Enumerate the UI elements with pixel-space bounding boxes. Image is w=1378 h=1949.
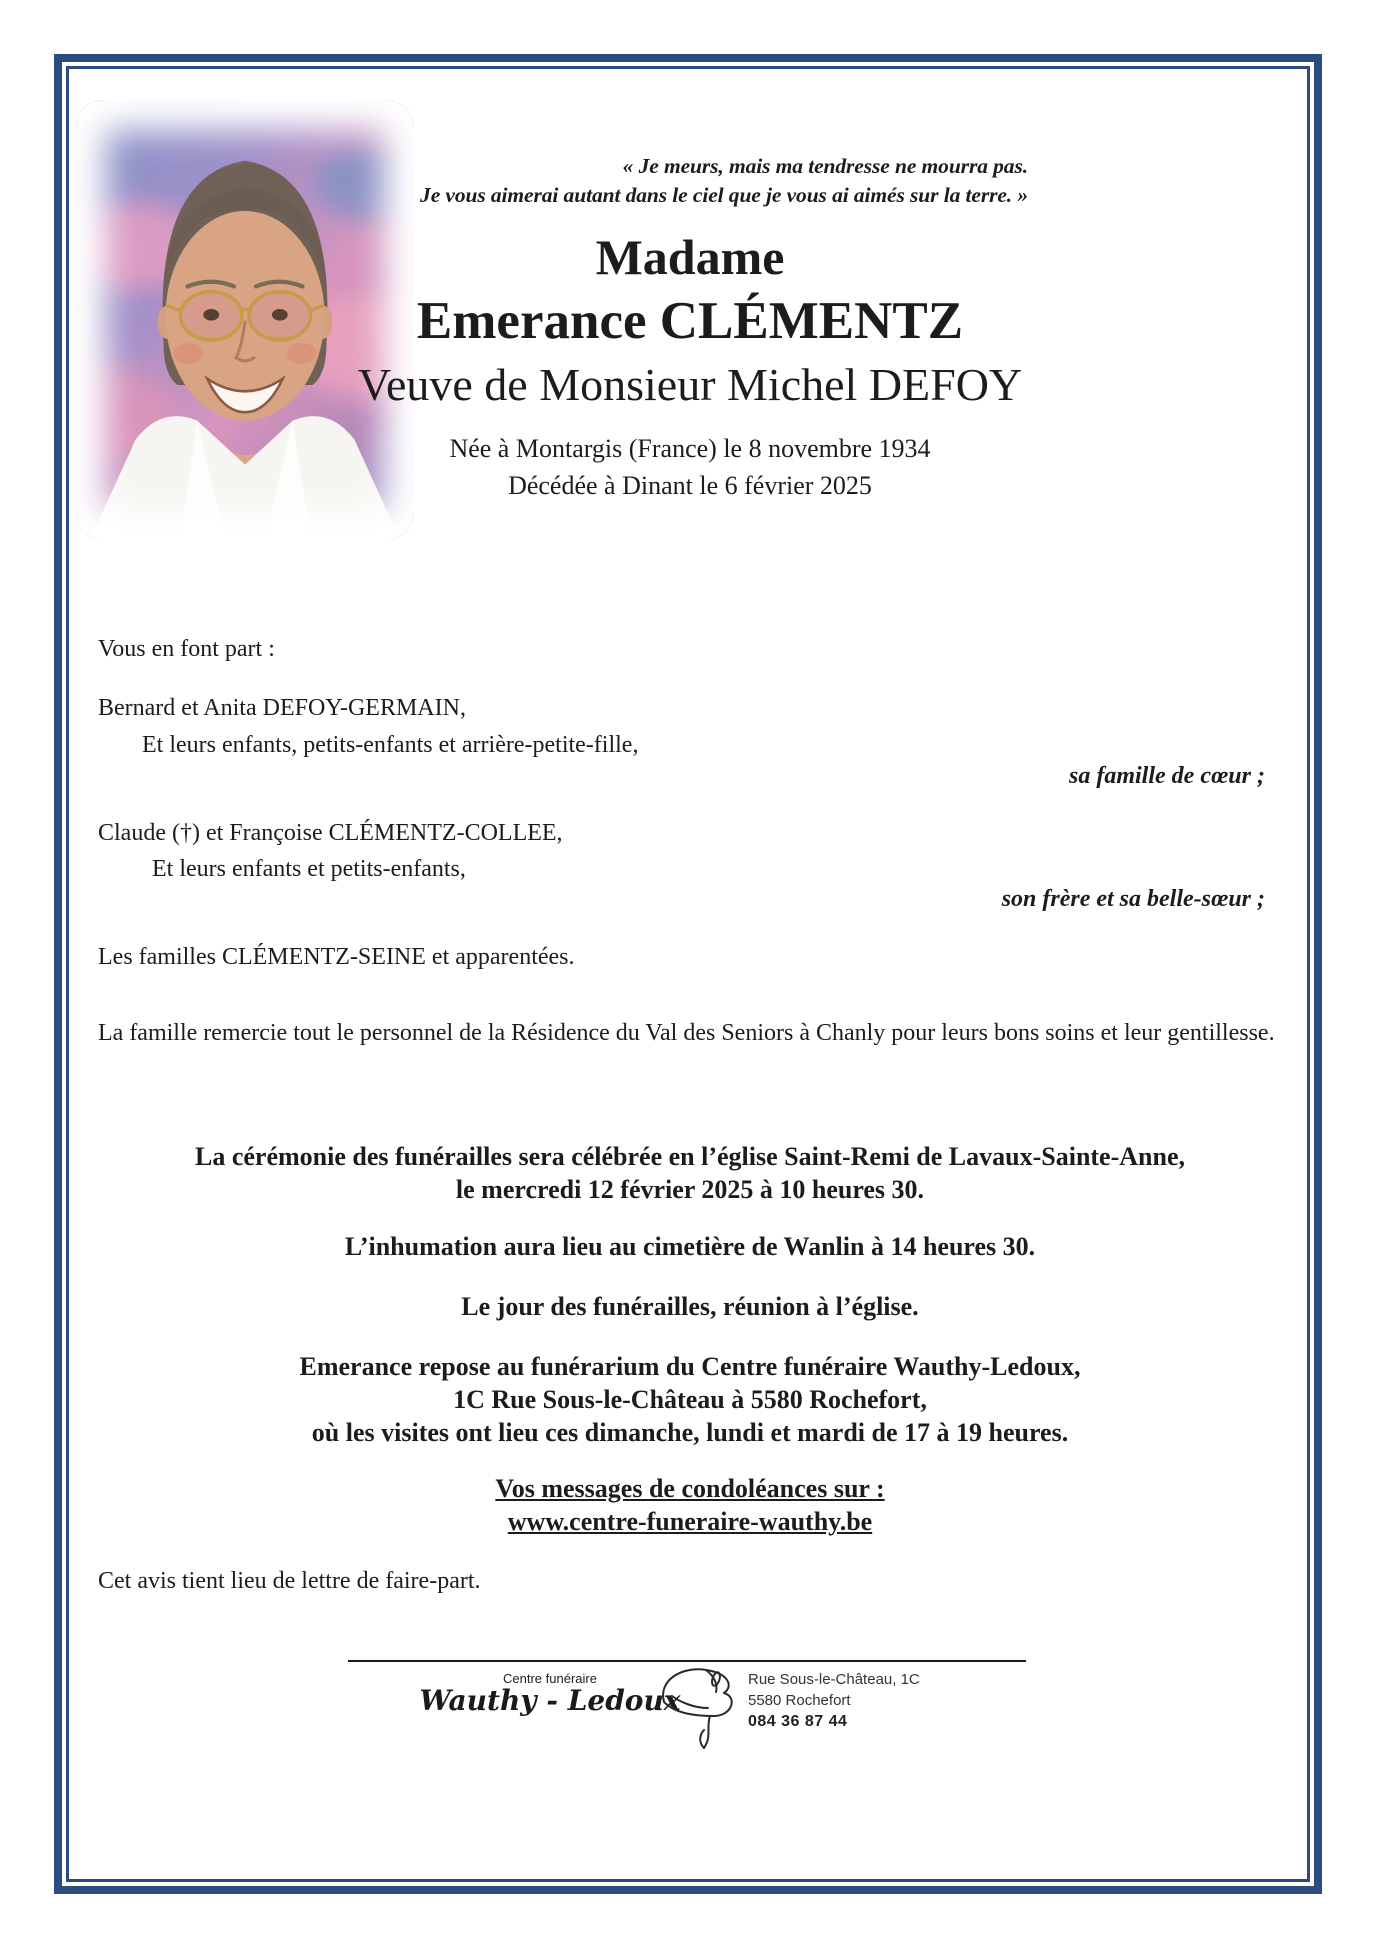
related-families-line: Les familles CLÉMENTZ-SEINE et apparentées.: [98, 944, 575, 970]
announcement-intro: Vous en font part :: [98, 636, 275, 662]
family-1-relation: sa famille de cœur ;: [1069, 763, 1265, 789]
funeral-ceremony-line-1: La cérémonie des funérailles sera célébrée en l’église Saint-Remi de Lavaux-Sainte-Anne,: [195, 1142, 1185, 1171]
calla-lily-drawing: [658, 1662, 748, 1750]
thanks-paragraph: La famille remercie tout le personnel de la Résidence du Val des Seniors à Chanly pour leurs bons soins et leur gentillesse.: [98, 1020, 1275, 1046]
family-1-names: Bernard et Anita DEFOY-GERMAIN,: [98, 695, 466, 721]
repose-block: [95, 1350, 1285, 1449]
repose-line-3: où les visites ont lieu ces dimanche, lundi et mardi de 17 à 19 heures.: [311, 1418, 1069, 1447]
epitaph-quote: [400, 152, 1028, 210]
deceased-header: [95, 226, 1285, 504]
deceased-death-line: Décédée à Dinant le 6 février 2025: [508, 471, 872, 500]
reunion-line: Le jour des funérailles, réunion à l’église.: [461, 1292, 919, 1321]
deceased-title: Madame: [595, 229, 785, 285]
repose-line-1: Emerance repose au funérarium du Centre funéraire Wauthy-Ledoux,: [299, 1352, 1081, 1381]
condolences-label: Vos messages de condoléances sur :: [495, 1474, 885, 1503]
phone-number: 084 36 87 44: [748, 1713, 848, 1730]
quote-line-1: « Je meurs, mais ma tendresse ne mourra pas.: [622, 154, 1028, 178]
funeral-home-type: Centre funéraire: [503, 1671, 597, 1686]
deceased-name: Emerance CLÉMENTZ: [416, 292, 964, 350]
family-2-children: Et leurs enfants et petits-enfants,: [152, 856, 466, 882]
deceased-widow-line: Veuve de Monsieur Michel DEFOY: [357, 359, 1023, 410]
calla-lily-icon: [658, 1662, 748, 1750]
closing-line: Cet avis tient lieu de lettre de faire-part.: [98, 1568, 481, 1594]
inhumation-line: L’inhumation aura lieu au cimetière de Wanlin à 14 heures 30.: [344, 1232, 1036, 1261]
repose-line-2: 1C Rue Sous-le-Château à 5580 Rochefort,: [453, 1385, 927, 1414]
condolences-block: [95, 1472, 1285, 1538]
condolences-url[interactable]: www.centre-funeraire-wauthy.be: [507, 1507, 873, 1536]
quote-line-2: Je vous aimerai autant dans le ciel que je vous ai aimés sur la terre. »: [420, 183, 1028, 207]
funeral-home-address: [748, 1669, 920, 1732]
funeral-home-name: Wauthy - Ledoux: [419, 1684, 681, 1717]
family-2-relation: son frère et sa belle-sœur ;: [1001, 886, 1265, 912]
family-2-names: Claude (†) et Françoise CLÉMENTZ-COLLEE,: [98, 820, 563, 846]
funeral-ceremony-block: [95, 1140, 1285, 1206]
family-1-children: Et leurs enfants, petits-enfants et arrière-petite-fille,: [142, 732, 639, 758]
funeral-ceremony-line-2: le mercredi 12 février 2025 à 10 heures 30.: [455, 1175, 925, 1204]
address-line-2: 5580 Rochefort: [748, 1692, 851, 1709]
deceased-birth-line: Née à Montargis (France) le 8 novembre 1934: [449, 434, 931, 463]
address-line-1: Rue Sous-le-Château, 1C: [748, 1671, 920, 1688]
